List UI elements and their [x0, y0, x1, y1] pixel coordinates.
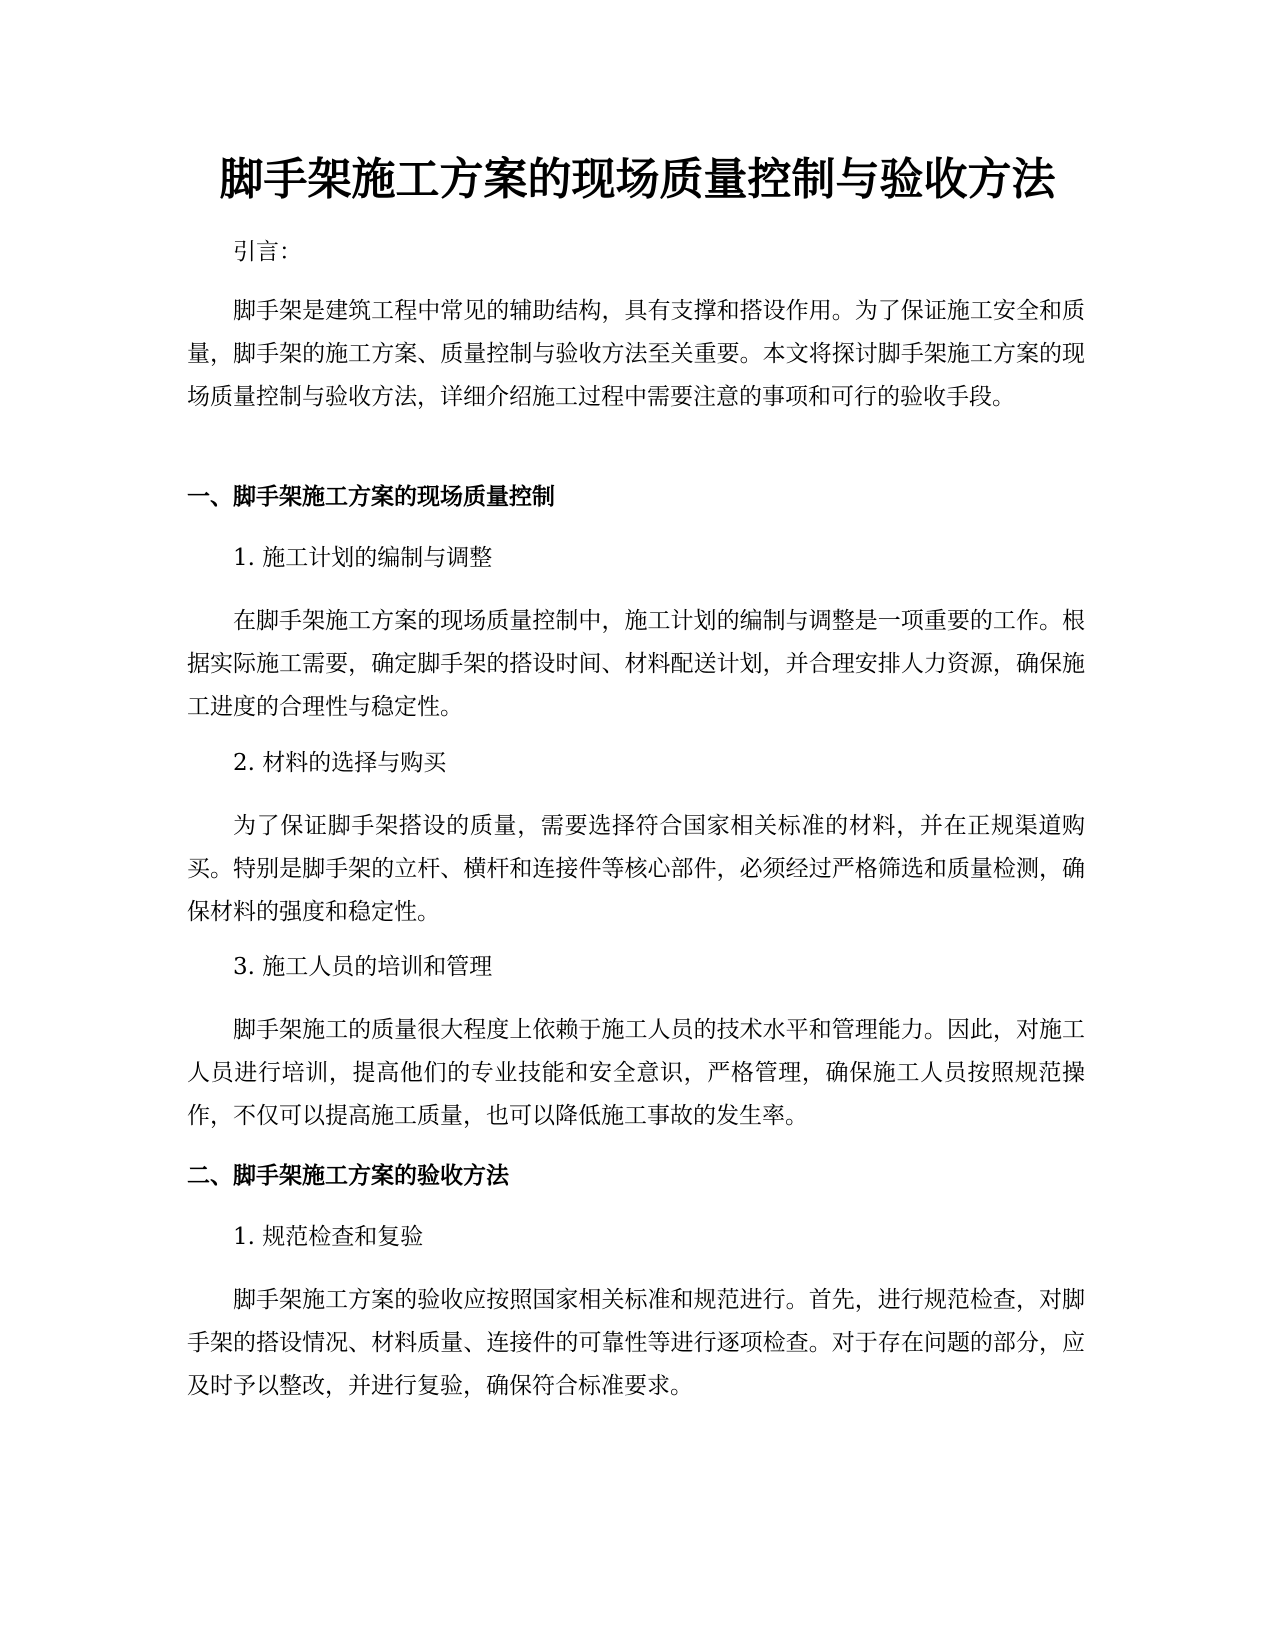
intro-label: 引言： [233, 239, 302, 265]
subheading-materials: 2. 材料的选择与购买 [233, 750, 447, 776]
paragraph-inspection: 脚手架施工方案的验收应按照国家相关标准和规范进行。首先，进行规范检查，对脚手架的搭设情况、材料质量、连接件的可靠性等进行逐项检查。对于存在问题的部分，应及时予以整改，并进行复验，确保符合标准要求。 [187, 1287, 1085, 1399]
subheading-plan: 1. 施工计划的编制与调整 [233, 545, 493, 571]
subheading-training: 3. 施工人员的培训和管理 [233, 954, 493, 980]
document-title: 脚手架施工方案的现场质量控制与验收方法 [219, 154, 1056, 205]
paragraph-materials: 为了保证脚手架搭设的质量，需要选择符合国家相关标准的材料，并在正规渠道购买。特别是脚手架的立杆、横杆和连接件等核心部件，必须经过严格筛选和质量检测，确保材料的强度和稳定性。 [187, 813, 1085, 925]
section-heading-quality-control: 一、脚手架施工方案的现场质量控制 [187, 484, 555, 510]
section-heading-acceptance: 二、脚手架施工方案的验收方法 [187, 1163, 509, 1189]
paragraph-training: 脚手架施工的质量很大程度上依赖于施工人员的技术水平和管理能力。因此，对施工人员进行培训，提高他们的专业技能和安全意识，严格管理，确保施工人员按照规范操作，不仅可以提高施工质量，也可以降低施工事故的发生率。 [187, 1017, 1085, 1129]
paragraph-plan: 在脚手架施工方案的现场质量控制中，施工计划的编制与调整是一项重要的工作。根据实际施工需要，确定脚手架的搭设时间、材料配送计划，并合理安排人力资源，确保施工进度的合理性与稳定性。 [187, 608, 1085, 720]
subheading-inspection: 1. 规范检查和复验 [233, 1224, 424, 1250]
intro-paragraph: 脚手架是建筑工程中常见的辅助结构，具有支撑和搭设作用。为了保证施工安全和质量，脚手架的施工方案、质量控制与验收方法至关重要。本文将探讨脚手架施工方案的现场质量控制与验收方法，详细介绍施工过程中需要注意的事项和可行的验收手段。 [187, 298, 1085, 410]
